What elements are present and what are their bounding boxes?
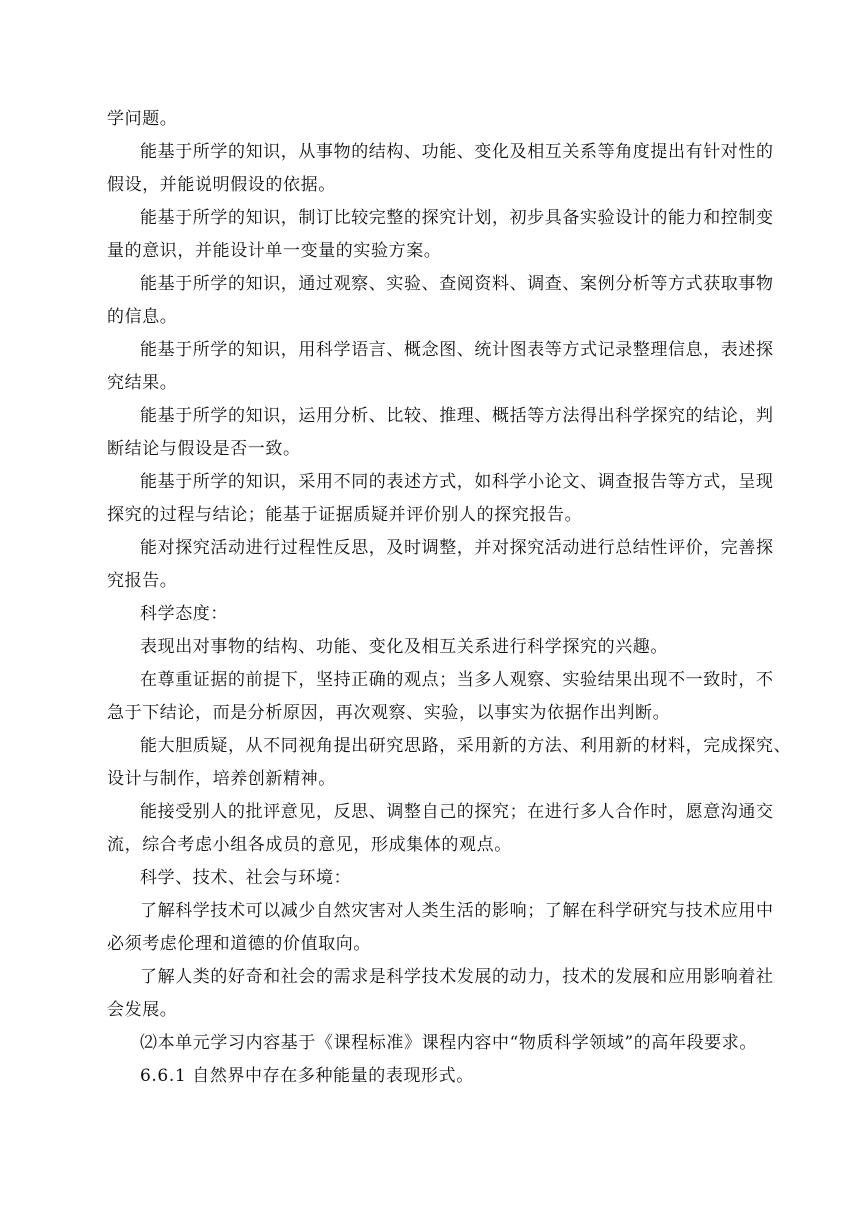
paragraph xyxy=(107,1060,767,1093)
text-line: 断结论与假设是否一致。 xyxy=(107,439,301,459)
text-line: 6.6.1 自然界中存在多种能量的表现形式。 xyxy=(140,1066,474,1086)
paragraph xyxy=(107,268,774,334)
section-heading xyxy=(107,598,767,631)
paragraph xyxy=(107,400,774,466)
text-line: 的信息。 xyxy=(107,307,178,327)
paragraph xyxy=(107,796,774,862)
text-line: 科学、技术、社会与环境： xyxy=(140,868,352,888)
text-line: 量的意识，并能设计单一变量的实验方案。 xyxy=(107,241,442,261)
text-line: 假设，并能说明假设的依据。 xyxy=(107,175,336,195)
paragraph xyxy=(107,466,774,532)
paragraph xyxy=(107,202,774,268)
paragraph xyxy=(107,136,774,202)
text-line: 能对探究活动进行过程性反思，及时调整，并对探究活动进行总结性评价，完善探 xyxy=(140,538,774,558)
text-line: 会发展。 xyxy=(107,1000,178,1020)
paragraph xyxy=(107,1027,767,1060)
text-line: 急于下结论，而是分析原因，再次观察、实验，以事实为依据作出判断。 xyxy=(107,703,671,723)
text-line: 究结果。 xyxy=(107,373,178,393)
paragraph xyxy=(107,334,774,400)
text-line: 能大胆质疑，从不同视角提出研究思路，采用新的方法、利用新的材料，完成探究、 xyxy=(140,736,792,756)
text-line: 设计与制作，培养创新精神。 xyxy=(107,769,336,789)
text-line: 究报告。 xyxy=(107,571,178,591)
section-heading xyxy=(107,862,767,895)
text-line: 科学态度： xyxy=(140,604,228,624)
text-line: 能接受别人的批评意见，反思、调整自己的探究；在进行多人合作时，愿意沟通交 xyxy=(140,802,774,822)
text-line: 能基于所学的知识，运用分析、比较、推理、概括等方法得出科学探究的结论，判 xyxy=(140,406,774,426)
text-line: 表现出对事物的结构、功能、变化及相互关系进行科学探究的兴趣。 xyxy=(140,637,668,657)
text-line: 能基于所学的知识，从事物的结构、功能、变化及相互关系等角度提出有针对性的 xyxy=(140,142,774,162)
text-line: 探究的过程与结论；能基于证据质疑并评价别人的探究报告。 xyxy=(107,505,583,525)
text-line: 流，综合考虑小组各成员的意见，形成集体的观点。 xyxy=(107,835,512,855)
text-line: 能基于所学的知识，制订比较完整的探究计划，初步具备实验设计的能力和控制变 xyxy=(140,208,774,228)
paragraph xyxy=(107,631,767,664)
paragraph xyxy=(107,895,774,961)
paragraph xyxy=(107,664,774,730)
text-line: 必须考虑伦理和道德的价值取向。 xyxy=(107,934,371,954)
text-line: 在尊重证据的前提下，坚持正确的观点；当多人观察、实验结果出现不一致时，不 xyxy=(140,670,774,690)
text-line: 能基于所学的知识，采用不同的表述方式，如科学小论文、调查报告等方式，呈现 xyxy=(140,472,774,492)
paragraph xyxy=(107,532,774,598)
text-line: 了解人类的好奇和社会的需求是科学技术发展的动力，技术的发展和应用影响着社 xyxy=(140,967,774,987)
text-line: ⑵本单元学习内容基于《课程标准》课程内容中“物质科学领域”的高年段要求。 xyxy=(140,1033,757,1053)
paragraph xyxy=(107,730,792,796)
text-line: 能基于所学的知识，通过观察、实验、查阅资料、调查、案例分析等方式获取事物 xyxy=(140,274,774,294)
text-line: 能基于所学的知识，用科学语言、概念图、统计图表等方式记录整理信息，表述探 xyxy=(140,340,774,360)
document-body xyxy=(107,103,792,1093)
paragraph xyxy=(107,961,774,1027)
paragraph xyxy=(107,103,767,136)
text-line: 了解科学技术可以减少自然灾害对人类生活的影响；了解在科学研究与技术应用中 xyxy=(140,901,774,921)
text-line: 学问题。 xyxy=(107,109,178,129)
